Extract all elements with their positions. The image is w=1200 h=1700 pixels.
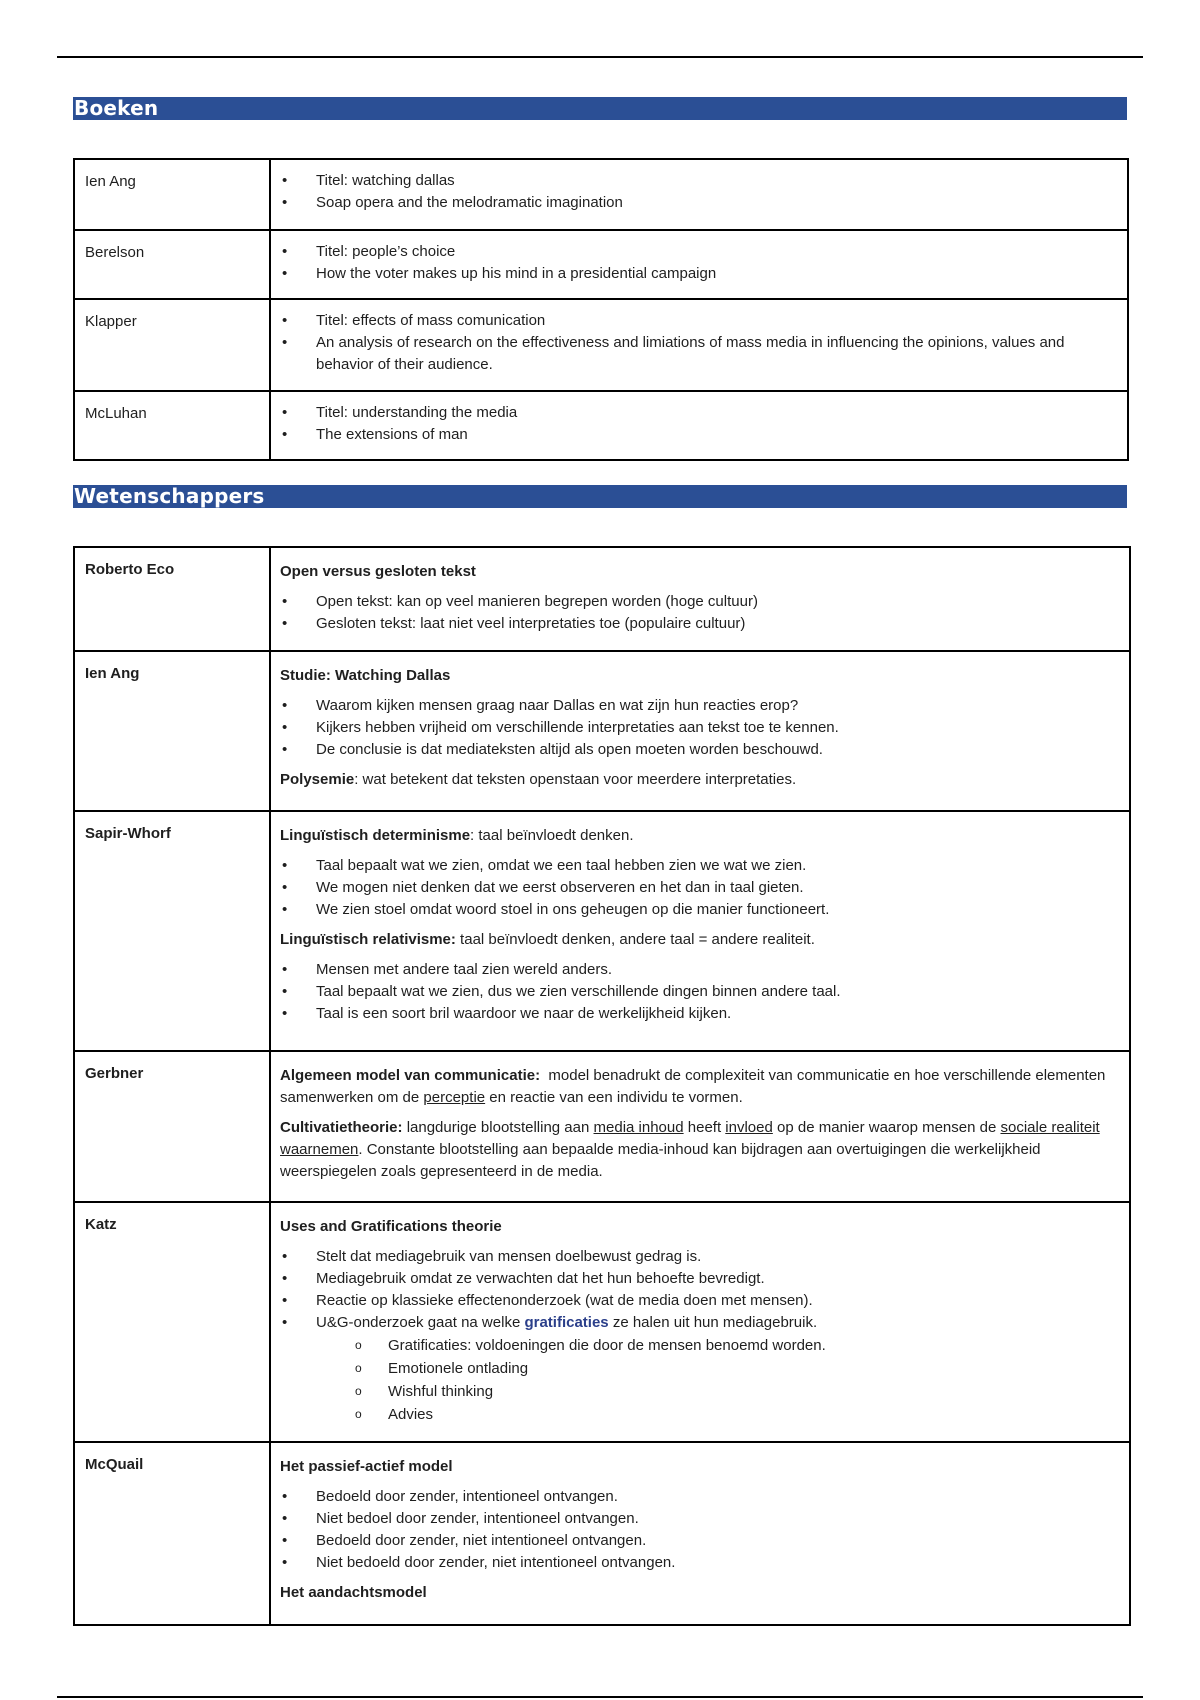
book-author: Berelson (74, 230, 270, 299)
section-subheading: Studie: Watching Dallas (280, 667, 451, 684)
list-item: • An analysis of research on the effectiveness and limiations of mass media in influencing the opinions, values and behavior of their audience. (280, 332, 1117, 376)
sub-list (280, 1334, 1119, 1426)
table-row (74, 1202, 1130, 1442)
list-item: • Bedoeld door zender, intentioneel ontvangen. (280, 1486, 1119, 1508)
list-item: • Titel: effects of mass comunication (280, 310, 1117, 332)
list-item: • Titel: people’s choice (280, 241, 1117, 263)
term: Polysemie (280, 771, 355, 788)
communicatie-model-definition: Algemeen model van communicatie: model benadrukt de complexiteit van communicatie en hoe verschillende elementen samenwerken om de perceptie en reactie van een individu te vormen. (280, 1067, 1110, 1106)
bullet-list (280, 591, 1119, 635)
list-item: • Niet bedoeld door zender, niet intentioneel ontvangen. (280, 1552, 1119, 1574)
sub-list-item: o Advies (280, 1403, 1119, 1426)
list-item: • Niet bedoel door zender, intentioneel ontvangen. (280, 1508, 1119, 1530)
list-item: • Bedoeld door zender, niet intentioneel ontvangen. (280, 1530, 1119, 1552)
list-item: • Kijkers hebben vrijheid om verschillende interpretaties aan tekst toe te kennen. (280, 717, 1119, 739)
header-rule (57, 56, 1143, 58)
bullet-list (280, 1246, 1119, 1426)
cultivatietheorie-definition: Cultivatietheorie: langdurige blootstelling aan media inhoud heeft invloed op de manier waarop mensen de sociale realiteit waarnemen. Constante blootstelling aan bepaalde media-inhoud kan bijdragen aan overtuigingen die werkelijkheid weerspiegelen zoals gepresenteerd in de media. (280, 1119, 1100, 1180)
list-item: • De conclusie is dat mediateksten altijd als open moeten worden beschouwd. (280, 739, 1119, 761)
list-item: • How the voter makes up his mind in a presidential campaign (280, 263, 1117, 285)
bullet-list (280, 695, 1119, 761)
list-item: • We mogen niet denken dat we eerst observeren en het dan in taal gieten. (280, 877, 1119, 899)
table-row (74, 1442, 1130, 1625)
footer-rule (57, 1696, 1143, 1698)
scientists-table (73, 546, 1131, 1626)
section-heading-wetenschappers: Wetenschappers (73, 485, 1127, 508)
section-subheading: Open versus gesloten tekst (280, 563, 476, 580)
list-item: • The extensions of man (280, 424, 1117, 446)
list-item: • Mensen met andere taal zien wereld anders. (280, 959, 1119, 981)
bullet-list (280, 959, 1119, 1025)
list-item: • U&G-onderzoek gaat na welke gratificaties ze halen uit hun mediagebruik. o Gratificaties: voldoeningen die door de mensen benoemd worden. o Emotionele ontlading o Wishful thinking o Advies (280, 1312, 1119, 1426)
sub-list-item: o Wishful thinking (280, 1380, 1119, 1403)
table-row (74, 811, 1130, 1051)
book-author: Klapper (74, 299, 270, 391)
scientist-name: Ien Ang (74, 651, 270, 811)
relativisme-definition: Linguïstisch relativisme: taal beïnvloedt denken, andere taal = andere realiteit. (280, 931, 815, 948)
book-details (280, 241, 1117, 285)
book-details (280, 402, 1117, 446)
list-item: • Mediagebruik omdat ze verwachten dat het hun behoefte bevredigt. (280, 1268, 1119, 1290)
section-subheading: Uses and Gratifications theorie (280, 1218, 502, 1235)
scientist-name: Gerbner (74, 1051, 270, 1202)
sub-list-item: o Emotionele ontlading (280, 1357, 1119, 1380)
table-row (74, 547, 1130, 651)
table-row (74, 651, 1130, 811)
table-row (74, 1051, 1130, 1202)
list-item: • Open tekst: kan op veel manieren begrepen worden (hoge cultuur) (280, 591, 1119, 613)
books-table (73, 158, 1129, 461)
list-item: • Reactie op klassieke effectenonderzoek (wat de media doen met mensen). (280, 1290, 1119, 1312)
term: Algemeen model van communicatie: (280, 1067, 541, 1084)
list-item: • Taal bepaalt wat we zien, dus we zien verschillende dingen binnen andere taal. (280, 981, 1119, 1003)
section-subheading: Het aandachtsmodel (280, 1584, 427, 1601)
book-details (280, 170, 1117, 214)
term: Linguïstisch relativisme: (280, 931, 456, 948)
table-row (74, 230, 1128, 299)
table-row (74, 299, 1128, 391)
polysemie-definition: Polysemie: wat betekent dat teksten openstaan voor meerdere interpretaties. (280, 771, 797, 788)
bullet-list (280, 855, 1119, 921)
list-item: • Taal is een soort bril waardoor we naar de werkelijkheid kijken. (280, 1003, 1119, 1025)
table-row (74, 159, 1128, 230)
scientist-name: Roberto Eco (74, 547, 270, 651)
term: Linguïstisch determinisme (280, 827, 471, 844)
scientist-name: Katz (74, 1202, 270, 1442)
list-item: • Gesloten tekst: laat niet veel interpretaties toe (populaire cultuur) (280, 613, 1119, 635)
list-item: • Waarom kijken mensen graag naar Dallas en wat zijn hun reacties erop? (280, 695, 1119, 717)
list-item: • Stelt dat mediagebruik van mensen doelbewust gedrag is. (280, 1246, 1119, 1268)
list-item: • Titel: understanding the media (280, 402, 1117, 424)
term: Cultivatietheorie: (280, 1119, 403, 1136)
book-author: McLuhan (74, 391, 270, 460)
scientist-name: Sapir-Whorf (74, 811, 270, 1051)
section-heading-boeken: Boeken (73, 97, 1127, 120)
book-author: Ien Ang (74, 159, 270, 230)
scientist-name: McQuail (74, 1442, 270, 1625)
list-item: • We zien stoel omdat woord stoel in ons geheugen op die manier functioneert. (280, 899, 1119, 921)
sub-list-item: o Gratificaties: voldoeningen die door de mensen benoemd worden. (280, 1334, 1119, 1357)
list-item: • Soap opera and the melodramatic imagination (280, 192, 1117, 214)
gratificaties-link[interactable]: gratificaties (524, 1314, 609, 1331)
determinisme-definition: Linguïstisch determinisme: taal beïnvloedt denken. (280, 827, 634, 844)
list-item: • Taal bepaalt wat we zien, omdat we een taal hebben zien we wat we zien. (280, 855, 1119, 877)
table-row (74, 391, 1128, 460)
bullet-list (280, 1486, 1119, 1574)
section-subheading: Het passief-actief model (280, 1458, 453, 1475)
list-item: • Titel: watching dallas (280, 170, 1117, 192)
book-details (280, 310, 1117, 376)
